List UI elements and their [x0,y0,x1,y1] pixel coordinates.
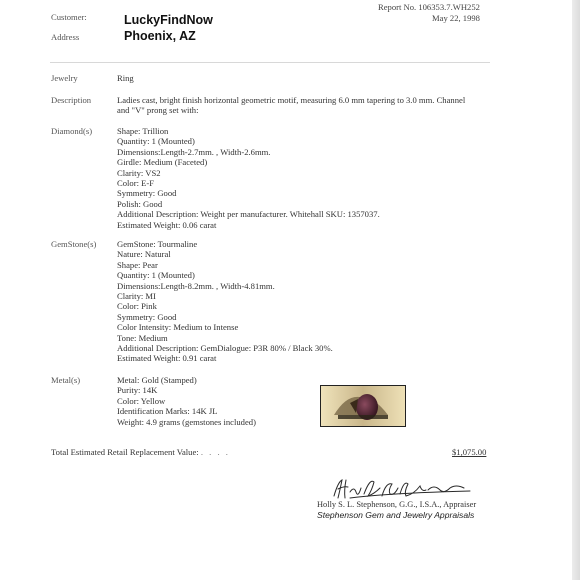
total-dots: . . . . [200,447,230,457]
metal-type: Metal: Gold (Stamped) [117,375,197,385]
diamonds-label: Diamond(s) [51,126,93,136]
gemstone-shape: Shape: Pear [117,259,158,270]
diamond-quantity: Quantity: 1 (Mounted) [117,136,195,147]
customer-label: Customer: [51,12,87,22]
diamond-girdle: Girdle: Medium (Faceted) [117,157,208,168]
metal-marks: Identification Marks: 14K JL [117,406,218,417]
diamonds-details [117,126,380,230]
metals-details [117,375,256,427]
total-label [51,447,230,457]
gemstone-dimensions: Dimensions:Length-8.2mm. , Width-4.81mm. [117,280,275,291]
address-label: Address [51,32,80,42]
description-line: Ladies cast, bright finish horizontal geometric motif, measuring 6.0 mm tapering to 3.0 mm. Channel [117,95,466,105]
metal-color: Color: Yellow [117,395,166,406]
gemstone-quantity: Quantity: 1 (Mounted) [117,270,195,281]
appraiser-name: Holly S. L. Stephenson, G.G., I.S.A., Appraiser [317,500,477,509]
diamond-polish: Polish: Good [117,198,163,209]
gemstone-clarity: Clarity: MI [117,291,156,302]
diamond-additional: Additional Description: Weight per manufacturer. Whitehall SKU: 1357037. [117,209,380,220]
description-line: and "V" prong set with: [117,105,199,116]
gemstone-weight: Estimated Weight: 0.91 carat [117,353,217,364]
scan-edge [572,0,580,580]
metals-label: Metal(s) [51,375,81,385]
gemstones-label: GemStone(s) [51,239,97,249]
gemstones-details [117,239,333,364]
gemstone-symmetry: Symmetry: Good [117,311,177,322]
diamond-shape: Shape: Trillion [117,126,169,136]
handwritten-signature [330,476,480,502]
diamond-weight: Estimated Weight: 0.06 carat [117,219,217,230]
gemstone-tone: Tone: Medium [117,332,168,343]
metal-weight: Weight: 4.9 grams (gemstones included) [117,416,256,427]
header-divider [50,62,490,63]
total-amount: $1,075.00 [452,447,487,457]
report-number: Report No. 106353.7.WH252 [378,2,480,12]
gemstone-type: GemStone: Tourmaline [117,239,198,249]
gemstone-nature: Nature: Natural [117,249,171,260]
diamond-clarity: Clarity: VS2 [117,167,161,178]
gemstone-color: Color: Pink [117,301,157,312]
description-text [117,95,465,116]
report-date: May 22, 1998 [432,13,480,23]
jewelry-label: Jewelry [51,73,78,83]
metal-purity: Purity: 14K [117,385,158,396]
customer-name: LuckyFindNow [124,13,213,27]
total-label-text: Total Estimated Retail Replacement Value: [51,447,199,457]
appraisal-company: Stephenson Gem and Jewelry Appraisals [317,510,475,520]
description-label: Description [51,95,92,105]
diamond-color: Color: E-F [117,178,155,189]
gemstone-additional: Additional Description: GemDialogue: P3R 80% / Black 30%. [117,343,333,354]
jewelry-value: Ring [117,73,134,83]
diamond-symmetry: Symmetry: Good [117,188,177,199]
gemstone-color-intensity: Color Intensity: Medium to Intense [117,322,239,333]
diamond-dimensions: Dimensions:Length-2.7mm. , Width-2.6mm. [117,146,271,157]
ring-photo [320,385,406,427]
customer-address: Phoenix, AZ [124,29,196,43]
